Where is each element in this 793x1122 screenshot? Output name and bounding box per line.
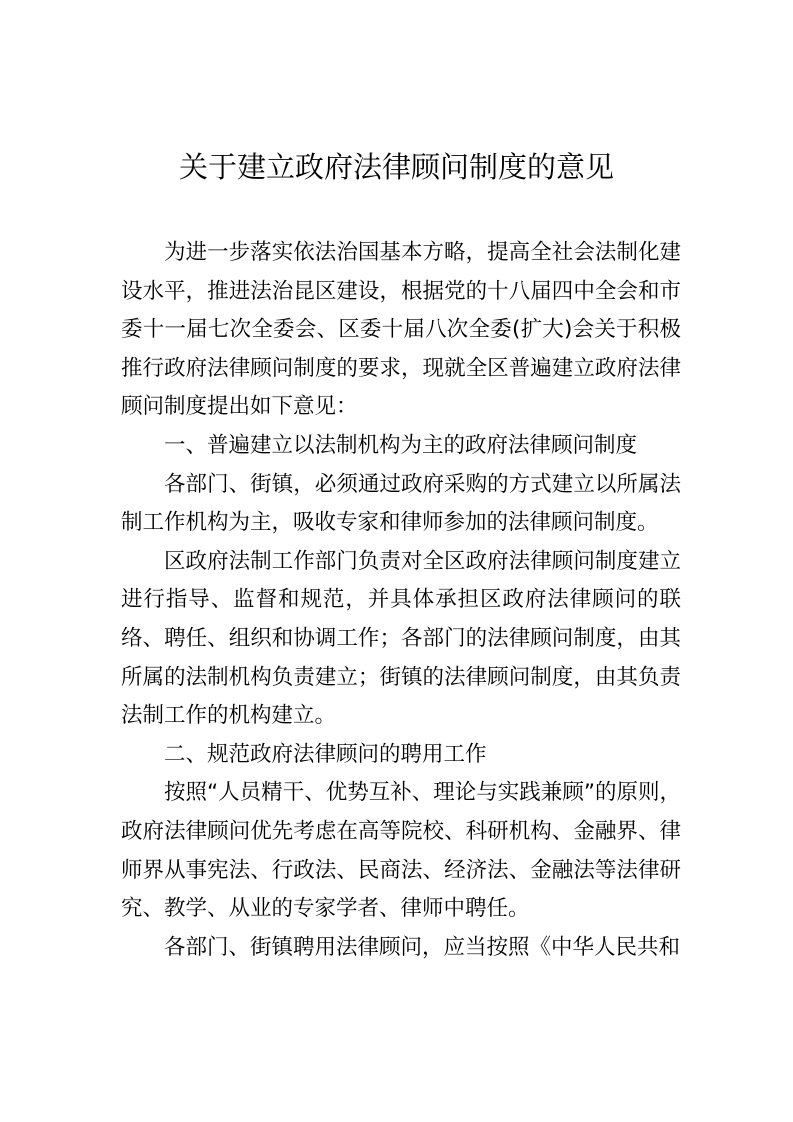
paragraph-section1-b: 区政府法制工作部门负责对全区政府法律顾问制度建立进行指导、监督和规范，并具体承担区政府法律顾问的联络、聘任、组织和协调工作；各部门的法律顾问制度，由其所属的法制机构负责建立；街镇的法律顾问制度，由其负责法制工作的机构建立。 xyxy=(121,548,681,729)
paragraph-section2-b: 各部门、街镇聘用法律顾问，应当按照《中华人民共和 xyxy=(164,934,681,960)
paragraph-intro: 为进一步落实依法治国基本方略，提高全社会法制化建设水平，推进法治昆区建设，根据党的十八届四中全会和市委十一届七次全委会、区委十届八次全委(扩大)会关于积极推行政府法律顾问制度的要求，现就全区普遍建立政府法律顾问制度提出如下意见： xyxy=(121,240,681,420)
section-heading-2: 二、规范政府法律顾问的聘用工作 xyxy=(164,741,487,767)
document-body xyxy=(121,234,681,967)
paragraph-section1-a: 各部门、街镇，必须通过政府采购的方式建立以所属法制工作机构为主，吸收专家和律师参加的法律顾问制度。 xyxy=(121,471,681,536)
document-title: 关于建立政府法律顾问制度的意见 xyxy=(178,150,614,184)
paragraph-section2-a: 按照“人员精干、优势互补、理论与实践兼顾”的原则，政府法律顾问优先考虑在高等院校、科研机构、金融界、律师界从事宪法、行政法、民商法、经济法、金融法等法律研究、教学、从业的专家学者、律师中聘任。 xyxy=(121,780,681,922)
section-heading-1: 一、普遍建立以法制机构为主的政府法律顾问制度 xyxy=(164,432,638,458)
